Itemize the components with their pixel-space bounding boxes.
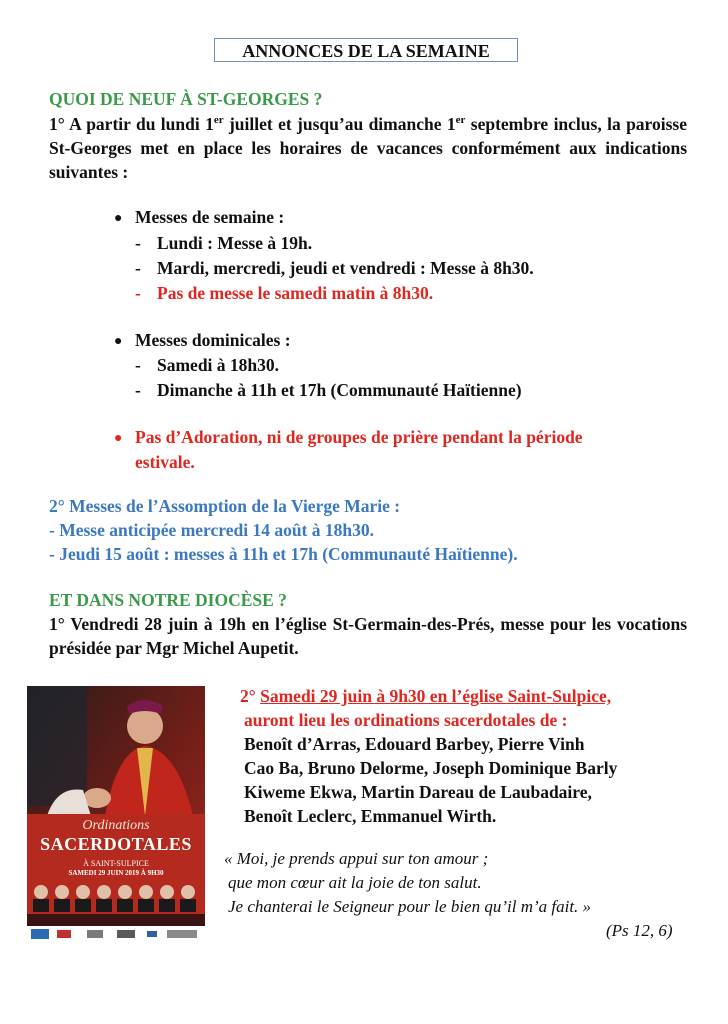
poster-logo-bar — [27, 926, 205, 942]
ordinations-block — [240, 684, 700, 828]
psalm-quote-line: Je chanterai le Seigneur pour le bien qu’il m’a fait. » — [228, 897, 592, 916]
ordinand-names-line: Cao Ba, Bruno Delorme, Joseph Dominique Barly — [244, 758, 618, 778]
semaine-item-red: Pas de messe le samedi matin à 8h30. — [157, 283, 434, 303]
assomption-line: - Jeudi 15 août : messes à 11h et 17h (Communauté Haïtienne). — [49, 544, 518, 564]
adoration-line: estivale. — [135, 452, 195, 472]
poster-date: SAMEDI 29 JUIN 2019 À 9H30 — [68, 869, 164, 877]
intro-text-b: juillet et jusqu’au dimanche 1 — [223, 114, 456, 134]
poster-ordinands — [31, 882, 201, 912]
dash-icon: - — [135, 380, 141, 400]
psalm-reference: (Ps 12, 6) — [606, 921, 673, 940]
intro-text-c: septembre inclus, la paroisse St-Georges met en place les horaires de vacances conformément aux indications suivantes : — [49, 114, 687, 182]
section-heading-st-georges: QUOI DE NEUF À ST-GEORGES ? — [49, 89, 323, 109]
dash-icon: - — [135, 258, 141, 278]
dash-icon: - — [135, 355, 141, 375]
page-title: ANNONCES DE LA SEMAINE — [214, 38, 518, 62]
assomption-heading: 2° Messes de l’Assomption de la Vierge Marie : — [49, 496, 401, 516]
ordinand-names-line: Benoît Leclerc, Emmanuel Wirth. — [244, 806, 497, 826]
poster-place: À SAINT-SULPICE — [83, 859, 149, 868]
poster-script-title: Ordinations — [82, 818, 150, 833]
intro-text-a: 1° A partir du lundi 1 — [49, 114, 214, 134]
assomption-line: - Messe anticipée mercredi 14 août à 18h30. — [49, 520, 374, 540]
section-heading-diocese: ET DANS NOTRE DIOCÈSE ? — [49, 590, 287, 610]
poster-big-title: SACERDOTALES — [40, 834, 192, 854]
dash-icon: - — [135, 283, 141, 303]
dominicales-title: Messes dominicales : — [135, 330, 291, 350]
psalm-quote-line: que mon cœur ait la joie de ton salut. — [228, 873, 482, 892]
semaine-title: Messes de semaine : — [135, 207, 285, 227]
bullet-icon: ● — [114, 211, 123, 226]
ordinand-names-line: Benoît d’Arras, Edouard Barbey, Pierre Vinh — [244, 734, 585, 754]
bullet-icon: ● — [114, 431, 123, 446]
dominicales-item: Samedi à 18h30. — [157, 355, 280, 375]
ordinations-date-place: Samedi 29 juin à 9h30 en l’église Saint-Sulpice, — [260, 686, 612, 706]
dominicales-item: Dimanche à 11h et 17h (Communauté Haïtienne) — [157, 380, 522, 400]
poster-info-bar — [27, 914, 205, 926]
ordinations-heading — [240, 684, 700, 708]
ordinations-poster — [27, 686, 205, 942]
semaine-item: Mardi, mercredi, jeudi et vendredi : Messe à 8h30. — [157, 258, 534, 278]
ordinand-names-line: Kiweme Ekwa, Martin Dareau de Laubadaire, — [244, 782, 592, 802]
psalm-quote-line: « Moi, je prends appui sur ton amour ; — [224, 849, 489, 868]
adoration-line: Pas d’Adoration, ni de groupes de prière pendant la période — [135, 427, 583, 447]
vocations-paragraph: 1° Vendredi 28 juin à 19h en l’église St-Germain-des-Prés, messe pour les vocations présidée par Mgr Michel Aupetit. — [49, 614, 687, 658]
semaine-item: Lundi : Messe à 19h. — [157, 233, 313, 253]
superscript-1: er — [213, 114, 224, 127]
ordinations-subheading: auront lieu les ordinations sacerdotales de : — [244, 710, 568, 730]
superscript-2: er — [455, 114, 466, 127]
intro-paragraph — [49, 112, 687, 184]
poster-logos — [27, 926, 205, 942]
dash-icon: - — [135, 233, 141, 253]
bullet-icon: ● — [114, 334, 123, 349]
ordinations-prefix: 2° — [240, 686, 261, 706]
